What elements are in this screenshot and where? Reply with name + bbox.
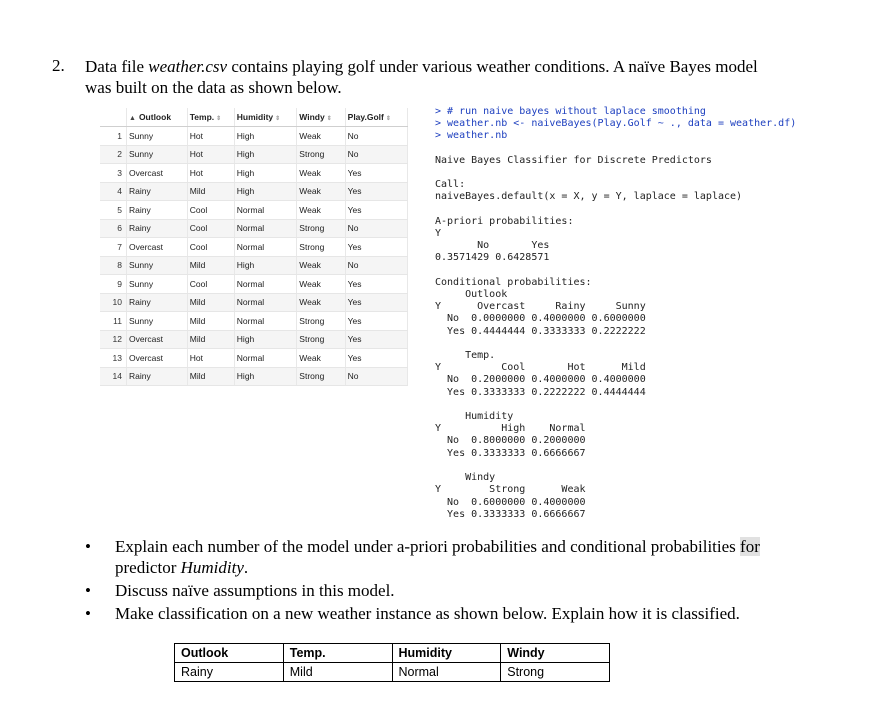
table-cell: No bbox=[345, 256, 407, 275]
table-cell: Weak bbox=[297, 201, 345, 220]
console-output-text: Naive Bayes Classifier for Discrete Predictors Call: naiveBayes.default(x = X, y = Y, laplace = laplace) A-priori probabilities: Y No Yes 0.3571429 0.6428571 Conditional probabilities: Outlook Y Overcast Rainy Sunny No 0.0000000 0.4000000 0.6000000 Yes 0.4444444 0.3333333 0.2222222 Temp. Y Cool Hot Mild No 0.2000000 0.4000000 0.4000000 Yes 0.3333333 0.2222222 0.4444444 Humidity Y High Normal No 0.8000000 0.2000000 Yes 0.3333333 0.6666667 Windy Y Strong Weak No 0.6000000 0.4000000 Yes 0.3333333 0.6666667 bbox=[435, 154, 743, 520]
row-index: 10 bbox=[100, 293, 127, 312]
r-console-output bbox=[435, 106, 796, 521]
table-cell: Weak bbox=[297, 256, 345, 275]
table-cell: No bbox=[345, 367, 407, 386]
table-cell: Strong bbox=[297, 238, 345, 257]
row-index-header bbox=[100, 108, 127, 127]
instance-value: Normal bbox=[392, 663, 501, 682]
table-cell: High bbox=[234, 256, 297, 275]
task-list bbox=[85, 536, 845, 626]
table-cell: Strong bbox=[297, 330, 345, 349]
sort-icon: ⇕ bbox=[216, 116, 222, 122]
column-header-windy[interactable]: Windy ⇕ bbox=[297, 108, 345, 127]
table-cell: Overcast bbox=[127, 349, 188, 368]
table-cell: Strong bbox=[297, 312, 345, 331]
task-item: • Discuss naïve assumptions in this model. bbox=[85, 581, 395, 600]
table-cell: Yes bbox=[345, 312, 407, 331]
table-row bbox=[100, 312, 408, 331]
table-cell: Yes bbox=[345, 238, 407, 257]
table-cell: Normal bbox=[234, 293, 297, 312]
table-cell: Yes bbox=[345, 164, 407, 183]
table-cell: Weak bbox=[297, 182, 345, 201]
table-cell: High bbox=[234, 182, 297, 201]
row-index: 9 bbox=[100, 275, 127, 294]
bullet-icon: • bbox=[85, 604, 91, 623]
sort-icon: ⇕ bbox=[275, 116, 281, 122]
table-cell: Rainy bbox=[127, 367, 188, 386]
task-item: • Explain each number of the model under a-priori probabilities and conditional probabilities for predictor Humidity. bbox=[85, 537, 760, 577]
task-item: • Make classification on a new weather instance as shown below. Explain how it is classified. bbox=[85, 604, 740, 623]
table-cell: Overcast bbox=[127, 164, 188, 183]
sort-icon: ⇕ bbox=[326, 116, 332, 122]
table-row bbox=[100, 293, 408, 312]
table-cell: Strong bbox=[297, 145, 345, 164]
table-cell: Rainy bbox=[127, 219, 188, 238]
table-cell: Normal bbox=[234, 349, 297, 368]
table-cell: Normal bbox=[234, 275, 297, 294]
table-cell: Sunny bbox=[127, 127, 188, 146]
table-cell: Yes bbox=[345, 330, 407, 349]
table-cell: Normal bbox=[234, 201, 297, 220]
table-cell: High bbox=[234, 145, 297, 164]
row-index: 13 bbox=[100, 349, 127, 368]
column-header-temp[interactable]: Temp. ⇕ bbox=[187, 108, 234, 127]
highlighted-text: for bbox=[740, 537, 760, 556]
table-cell: No bbox=[345, 145, 407, 164]
table-cell: Weak bbox=[297, 293, 345, 312]
instance-header: Temp. bbox=[283, 644, 392, 663]
row-index: 6 bbox=[100, 219, 127, 238]
row-index: 4 bbox=[100, 182, 127, 201]
table-cell: Yes bbox=[345, 349, 407, 368]
table-cell: Yes bbox=[345, 182, 407, 201]
table-row bbox=[100, 275, 408, 294]
table-cell: High bbox=[234, 164, 297, 183]
sort-ascending-icon: ▲ bbox=[129, 115, 136, 122]
sort-icon: ⇕ bbox=[385, 116, 391, 122]
table-cell: Yes bbox=[345, 201, 407, 220]
table-cell: Cool bbox=[187, 201, 234, 220]
table-cell: No bbox=[345, 219, 407, 238]
column-header-play-golf[interactable]: Play.Golf ⇕ bbox=[345, 108, 407, 127]
table-cell: Mild bbox=[187, 293, 234, 312]
table-cell: Weak bbox=[297, 164, 345, 183]
instance-header: Outlook bbox=[175, 644, 284, 663]
table-cell: Yes bbox=[345, 275, 407, 294]
row-index: 2 bbox=[100, 145, 127, 164]
instance-value: Rainy bbox=[175, 663, 284, 682]
row-index: 7 bbox=[100, 238, 127, 257]
table-cell: Normal bbox=[234, 219, 297, 238]
table-row bbox=[100, 330, 408, 349]
table-cell: Sunny bbox=[127, 145, 188, 164]
row-index: 11 bbox=[100, 312, 127, 331]
table-row bbox=[100, 164, 408, 183]
table-cell: Mild bbox=[187, 367, 234, 386]
table-row bbox=[100, 182, 408, 201]
table-cell: Cool bbox=[187, 238, 234, 257]
question-text: Data file weather.csv contains playing golf under various weather conditions. A naïve Bayes model was built on the data as shown below. bbox=[85, 57, 758, 97]
table-cell: Rainy bbox=[127, 201, 188, 220]
table-cell: Mild bbox=[187, 256, 234, 275]
column-header-humidity[interactable]: Humidity ⇕ bbox=[234, 108, 297, 127]
row-index: 12 bbox=[100, 330, 127, 349]
table-cell: Strong bbox=[297, 219, 345, 238]
table-cell: High bbox=[234, 367, 297, 386]
instance-header: Windy bbox=[501, 644, 610, 663]
table-cell: High bbox=[234, 127, 297, 146]
table-cell: Overcast bbox=[127, 238, 188, 257]
row-index: 3 bbox=[100, 164, 127, 183]
table-cell: Weak bbox=[297, 275, 345, 294]
file-name: weather.csv bbox=[148, 57, 228, 76]
row-index: 1 bbox=[100, 127, 127, 146]
table-cell: Hot bbox=[187, 349, 234, 368]
table-row bbox=[100, 256, 408, 275]
table-cell: Hot bbox=[187, 145, 234, 164]
row-index: 14 bbox=[100, 367, 127, 386]
table-cell: Cool bbox=[187, 219, 234, 238]
table-cell: High bbox=[234, 330, 297, 349]
instance-value: Strong bbox=[501, 663, 610, 682]
console-command: > weather.nb <- naiveBayes(Play.Golf ~ ., data = weather.df) bbox=[435, 118, 797, 130]
console-command: > weather.nb bbox=[435, 130, 508, 142]
table-cell: Sunny bbox=[127, 312, 188, 331]
bullet-icon: • bbox=[85, 537, 91, 556]
table-row bbox=[100, 127, 408, 146]
table-row bbox=[100, 367, 408, 386]
table-cell: Overcast bbox=[127, 330, 188, 349]
question-number: 2. bbox=[52, 56, 65, 75]
table-cell: Normal bbox=[234, 312, 297, 331]
table-cell: Hot bbox=[187, 164, 234, 183]
table-cell: Cool bbox=[187, 275, 234, 294]
table-cell: Mild bbox=[187, 330, 234, 349]
table-row bbox=[100, 145, 408, 164]
console-command: > # run naive bayes without laplace smoothing bbox=[435, 106, 706, 117]
weather-data-table bbox=[100, 108, 408, 386]
table-cell: Weak bbox=[297, 127, 345, 146]
table-cell: Weak bbox=[297, 349, 345, 368]
row-index: 5 bbox=[100, 201, 127, 220]
table-cell: Mild bbox=[187, 312, 234, 331]
row-index: 8 bbox=[100, 256, 127, 275]
table-cell: Rainy bbox=[127, 182, 188, 201]
table-row bbox=[100, 349, 408, 368]
table-cell: Strong bbox=[297, 367, 345, 386]
instance-value: Mild bbox=[283, 663, 392, 682]
table-cell: Sunny bbox=[127, 275, 188, 294]
table-cell: Hot bbox=[187, 127, 234, 146]
table-cell: Mild bbox=[187, 182, 234, 201]
table-row bbox=[100, 201, 408, 220]
table-cell: Normal bbox=[234, 238, 297, 257]
table-row bbox=[100, 219, 408, 238]
table-cell: Rainy bbox=[127, 293, 188, 312]
instance-header: Humidity bbox=[392, 644, 501, 663]
new-instance-table bbox=[174, 643, 610, 682]
table-row bbox=[100, 238, 408, 257]
column-header-outlook[interactable]: ▲ Outlook bbox=[127, 108, 188, 127]
table-cell: Yes bbox=[345, 293, 407, 312]
bullet-icon: • bbox=[85, 581, 91, 600]
table-cell: Sunny bbox=[127, 256, 188, 275]
table-cell: No bbox=[345, 127, 407, 146]
